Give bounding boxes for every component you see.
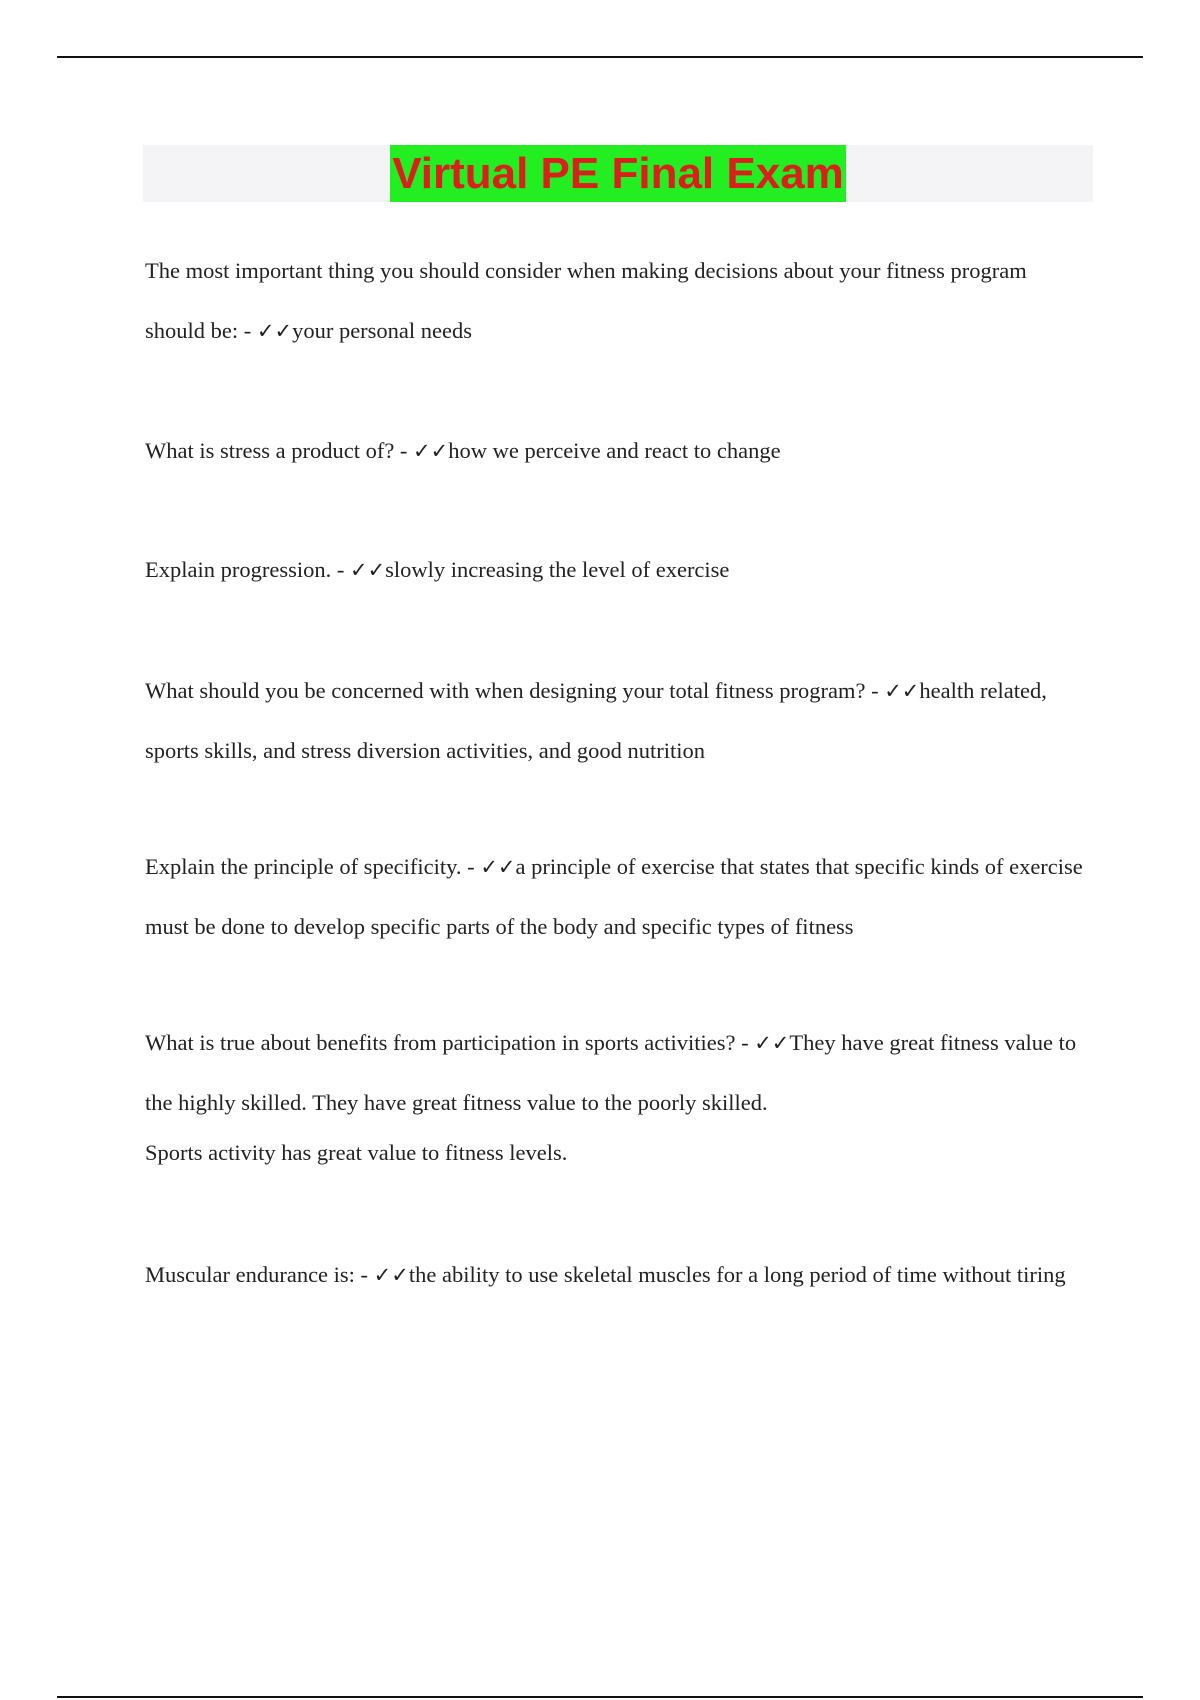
question-text: What is stress a product of? - bbox=[145, 438, 414, 463]
answer-text: a principle of exercise that states that specific kinds of exercise must be done to develop specific parts of the body and specific types of fitness bbox=[145, 854, 1083, 939]
question-text: The most important thing you should consider when making decisions about your fitness program should be: - bbox=[145, 258, 1027, 343]
qa-item bbox=[145, 661, 1085, 781]
question-text: What should you be concerned with when designing your total fitness program? - bbox=[145, 678, 885, 703]
question-text: Explain the principle of specificity. - bbox=[145, 854, 481, 879]
question-text: What is true about benefits from participation in sports activities? - bbox=[145, 1030, 755, 1055]
answer-text: slowly increasing the level of exercise bbox=[385, 557, 730, 582]
qa-item bbox=[145, 421, 1085, 481]
answer-text: They have great fitness value to the highly skilled. They have great fitness value to the poorly skilled. bbox=[145, 1030, 1077, 1115]
check-icon: ✓✓ bbox=[480, 855, 516, 879]
answer-text: health related, sports skills, and stress diversion activities, and good nutrition bbox=[145, 678, 1047, 763]
check-icon: ✓✓ bbox=[256, 319, 293, 343]
qa-item bbox=[145, 540, 1085, 600]
qa-item bbox=[145, 1245, 1085, 1305]
answer-text: your personal needs bbox=[292, 318, 473, 343]
check-icon: ✓✓ bbox=[373, 1263, 409, 1287]
question-text: Explain progression. - bbox=[145, 557, 350, 582]
title-band bbox=[143, 145, 1093, 202]
question-text: Muscular endurance is: - bbox=[145, 1262, 374, 1287]
check-icon: ✓✓ bbox=[349, 558, 386, 582]
answer-text: the ability to use skeletal muscles for a long period of time without tiring bbox=[408, 1262, 1066, 1287]
qa-item bbox=[145, 241, 1085, 361]
qa-item bbox=[145, 1013, 1085, 1173]
page-title: Virtual PE Final Exam bbox=[390, 145, 846, 202]
answer-extra-text: Sports activity has great value to fitness levels. bbox=[145, 1140, 568, 1165]
check-icon: ✓✓ bbox=[413, 439, 449, 463]
check-icon: ✓✓ bbox=[754, 1031, 790, 1055]
bottom-rule bbox=[57, 1696, 1143, 1698]
top-rule bbox=[57, 56, 1143, 58]
qa-item bbox=[145, 837, 1085, 957]
answer-text: how we perceive and react to change bbox=[448, 438, 781, 463]
check-icon: ✓✓ bbox=[884, 679, 920, 703]
